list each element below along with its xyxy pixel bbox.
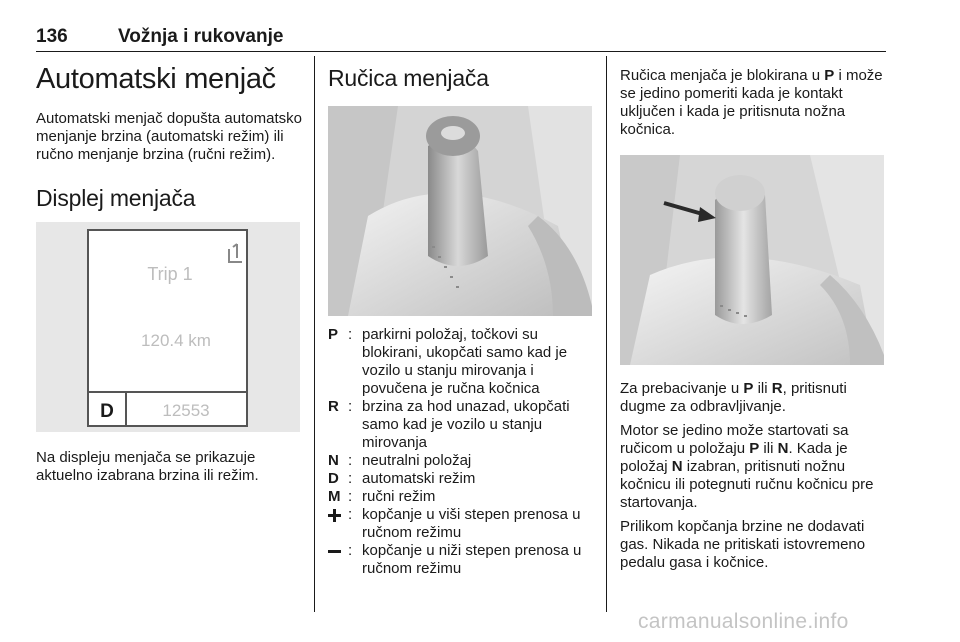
legend-key: N (328, 452, 339, 469)
column-1 (36, 56, 302, 485)
legend-item-d (328, 470, 592, 488)
plus-icon (328, 509, 341, 522)
warning-paragraph: Prilikom kopčanja brzine ne dodavati gas. Nikada ne pritiskati istovremeno pedalu gasa i kočnice. (620, 518, 866, 571)
legend-separator: : (348, 398, 353, 415)
legend-key: D (328, 470, 339, 487)
legend-text: parkirni položaj, točkovi su blokirani, ukopčati samo kad je vozilo u stanju mirovanja i povučena je ručna kočnica (362, 326, 568, 397)
minus-icon (328, 545, 341, 558)
column-divider (314, 56, 315, 612)
legend-item-n (328, 452, 592, 470)
column-2 (328, 56, 592, 578)
trip-label: Trip 1 (147, 264, 193, 284)
section-title: Automatski menjač (36, 63, 276, 95)
selector-legend (328, 326, 592, 578)
lever-lock-paragraph: Ručica menjača je blokirana u P i može se jedino pomeriti kada je kontakt uključen i kada je pritisnuta nožna kočnica. (620, 67, 883, 138)
start-paragraph: Motor se jedino može startovati sa ručicom u položaju P ili N. Kada je položaj N izabran, pritisnuti nožnu kočnicu ili potegnuti ručnu kočnicu pre startovanja. (620, 422, 874, 511)
legend-separator: : (348, 506, 353, 523)
legend-separator: : (348, 452, 353, 469)
legend-separator: : (348, 326, 353, 343)
legend-text: kopčanje u viši stepen prenosa u ručnom režimu (362, 506, 581, 541)
unlock-button-photo (620, 155, 884, 365)
legend-text: automatski režim (362, 470, 476, 487)
legend-text: neutralni položaj (362, 452, 472, 469)
subheading: Displej menjača (36, 185, 196, 211)
legend-key: P (328, 326, 339, 343)
selector-lever-drawing (328, 106, 592, 316)
current-gear: D (100, 401, 114, 422)
unlock-paragraph: Za prebacivanje u P ili R, pritisnuti dugme za odbravljivanje. (620, 380, 847, 415)
header-rule (36, 51, 886, 52)
legend-text: kopčanje u niži stepen prenosa u ručnom režimu (362, 542, 582, 577)
legend-separator: : (348, 488, 353, 505)
display-caption: Na displeju menjača se prikazuje aktuelno izabrana brzina ili režim. (36, 449, 259, 484)
watermark: carmanualsonline.info (638, 610, 849, 633)
legend-key: M (328, 488, 341, 505)
legend-separator: : (348, 470, 353, 487)
page-number: 136 (36, 26, 68, 47)
legend-text: brzina za hod unazad, ukopčati samo kad je vozilo u stanju mirovanja (362, 398, 570, 451)
legend-key: R (328, 398, 339, 415)
odometer: 12553 (162, 401, 210, 420)
trip-distance: 120.4 km (141, 331, 211, 350)
section-heading: Ručica menjača (328, 65, 489, 91)
legend-item-minus (328, 542, 592, 578)
gear-display-frame (36, 222, 300, 432)
legend-item-m (328, 488, 592, 506)
legend-text: ručni režim (362, 488, 436, 505)
legend-item-p (328, 326, 592, 398)
running-title: Vožnja i rukovanje (118, 26, 284, 47)
intro-paragraph: Automatski menjač dopušta automatsko menjanje brzina (automatski režim) ili ručno menjanje brzina (ručni režim). (36, 110, 302, 163)
gear-display-illustration (36, 222, 300, 432)
column-3 (620, 56, 886, 572)
legend-separator: : (348, 542, 353, 559)
unlock-button-drawing (620, 155, 884, 365)
legend-item-plus (328, 506, 592, 542)
column-divider (606, 56, 607, 612)
selector-lever-photo (328, 106, 592, 316)
page-header (36, 26, 886, 52)
legend-item-r (328, 398, 592, 452)
